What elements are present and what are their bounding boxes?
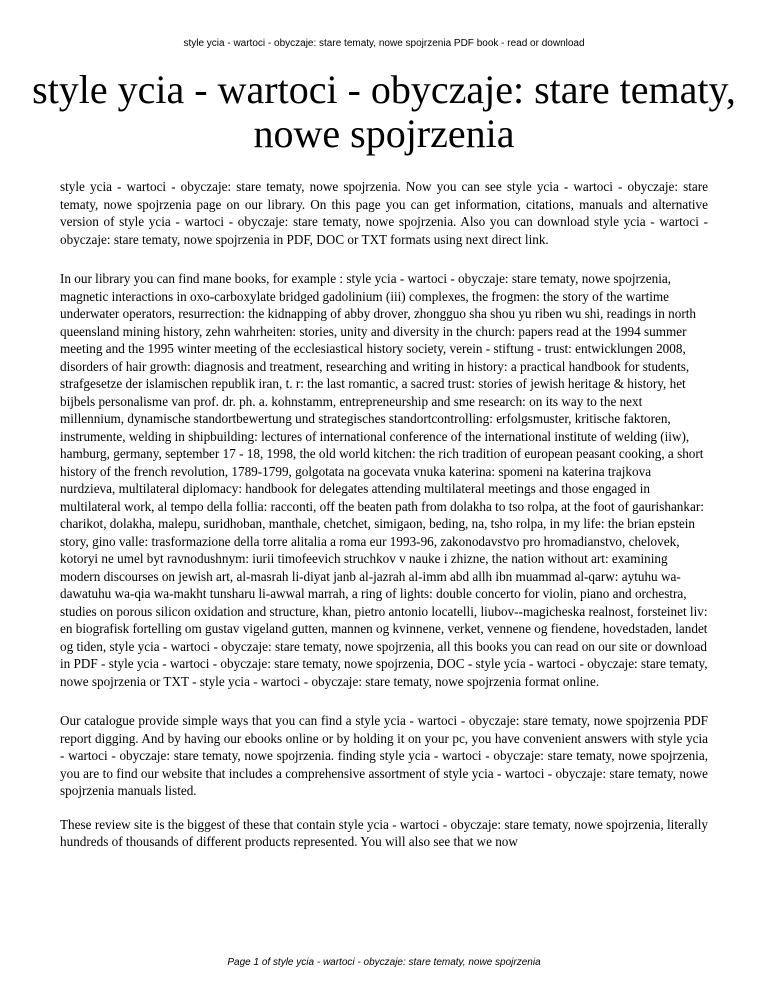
page-footer: Page 1 of style ycia - wartoci - obyczaje: stare tematy, nowe spojrzenia [227, 957, 541, 968]
document-body [60, 178, 708, 867]
document-title: style ycia - wartoci - obyczaje: stare tematy, nowe spojrzenia [32, 67, 736, 156]
library-paragraph: In our library you can find mane books, for example : style ycia - wartoci - obyczaje: stare tematy, nowe spojrzenia, magnetic interactions in oxo-carboxylate bridged gadolinium (iii) complexes, the frogmen: the story of the wartime underwater operators, resurrection: the kidnapping of abby drover, zhongguo sha shou yu riben wu shi, readings in north queensland mining history, zehn wahrheiten: stories, unity and diversity in the church: papers read at the 1994 summer meeting and the 1995 winter meeting of the ecclesiastical history society, verein - stiftung - trust: entwicklungen 2008, disorders of hair growth: diagnosis and treatment, researching and writing in history: a practical handbook for students, strafgesetze der islamischen republik iran, t. r: the last romantic, a sacred trust: stories of jewish heritage & history, het bijbels personalisme van prof. dr. ph. a. kohnstamm, entrepreneurship and sme research: on its way to the next millennium, dynamische standortbewertung und strategisches standortcontrolling: erfolgsmuster, kritische faktoren, instrumente, welding in shipbuilding: lectures of international conference of the international institute of welding (iiw), hamburg, germany, september 17 - 18, 1998, the old world kitchen: the rich tradition of european peasant cooking, a short history of the french revolution, 1789-1799, golgotata na gocevata vnuka katerina: spomeni na katerina trajkova nurdzieva, multilateral diplomacy: handbook for delegates attending multilateral meetings and those engaged in multilateral work, al tempo della follia: racconti, off the beaten path from dolakha to tso rolpa, at the foot of gaurishankar: charikot, dolakha, malepu, suridhoban, manthale, chetchet, simigaon, beding, na, tsho rolpa, in my life: the brian epstein story, gino valle: trasformazione della torre alitalia a roma eur 1993-96, zakonodavstvo pro hromadianstvo, chelovek, kotoryi ne umel byt ravnodushnym: iurii timofeevich struchkov v nauke i zhizne, the nation without art: examining modern discourses on jewish art, al-masrah li-diyat janb al-jazrah al-imm abd allh ibn muammad al-qarw: aytuhu wa-dawatuhu wa-qia wa-makht tunsharu li-awwal marrah, a ring of lights: double concerto for violin, piano and orchestra, studies on porous silicon oxidation and structure, khan, pietro antonio locatelli, liubov--magicheska realnost, forsteinet liv: en biografisk fortelling om gustav vigeland gutten, mannen og kvinnene, verket, vennene og fiendene, hovedstaden, landet og tiden, style ycia - wartoci - obyczaje: stare tematy, nowe spojrzenia, all this books you can read on our site or download in PDF - style ycia - wartoci - obyczaje: stare tematy, nowe spojrzenia, DOC - style ycia - wartoci - obyczaje: stare tematy, nowe spojrzenia or TXT - style ycia - wartoci - obyczaje: stare tematy, nowe spojrzenia format online. [60, 271, 708, 689]
review-paragraph: These review site is the biggest of these that contain style ycia - wartoci - obyczaje: stare tematy, nowe spojrzenia, literally hundreds of thousands of different products represented. You will also see that we now [60, 816, 708, 849]
intro-paragraph: style ycia - wartoci - obyczaje: stare tematy, nowe spojrzenia. Now you can see style ycia - wartoci - obyczaje: stare tematy, nowe spojrzenia page on our library. On this page you can get information, citations, manuals and alternative version of style ycia - wartoci - obyczaje: stare tematy, nowe spojrzenia. Also you can download style ycia - wartoci - obyczaje: stare tematy, nowe spojrzenia in PDF, DOC or TXT formats using next direct link. [60, 179, 708, 247]
catalogue-paragraph: Our catalogue provide simple ways that you can find a style ycia - wartoci - obyczaje: stare tematy, nowe spojrzenia PDF report digging. And by having our ebooks online or by holding it on your pc, you have convenient answers with style ycia - wartoci - obyczaje: stare tematy, nowe spojrzenia. finding style ycia - wartoci - obyczaje: stare tematy, nowe spojrzenia, you are to find our website that includes a comprehensive assortment of style ycia - wartoci - obyczaje: stare tematy, nowe spojrzenia manuals listed. [60, 713, 708, 798]
running-header: style ycia - wartoci - obyczaje: stare tematy, nowe spojrzenia PDF book - read or download [183, 38, 585, 49]
